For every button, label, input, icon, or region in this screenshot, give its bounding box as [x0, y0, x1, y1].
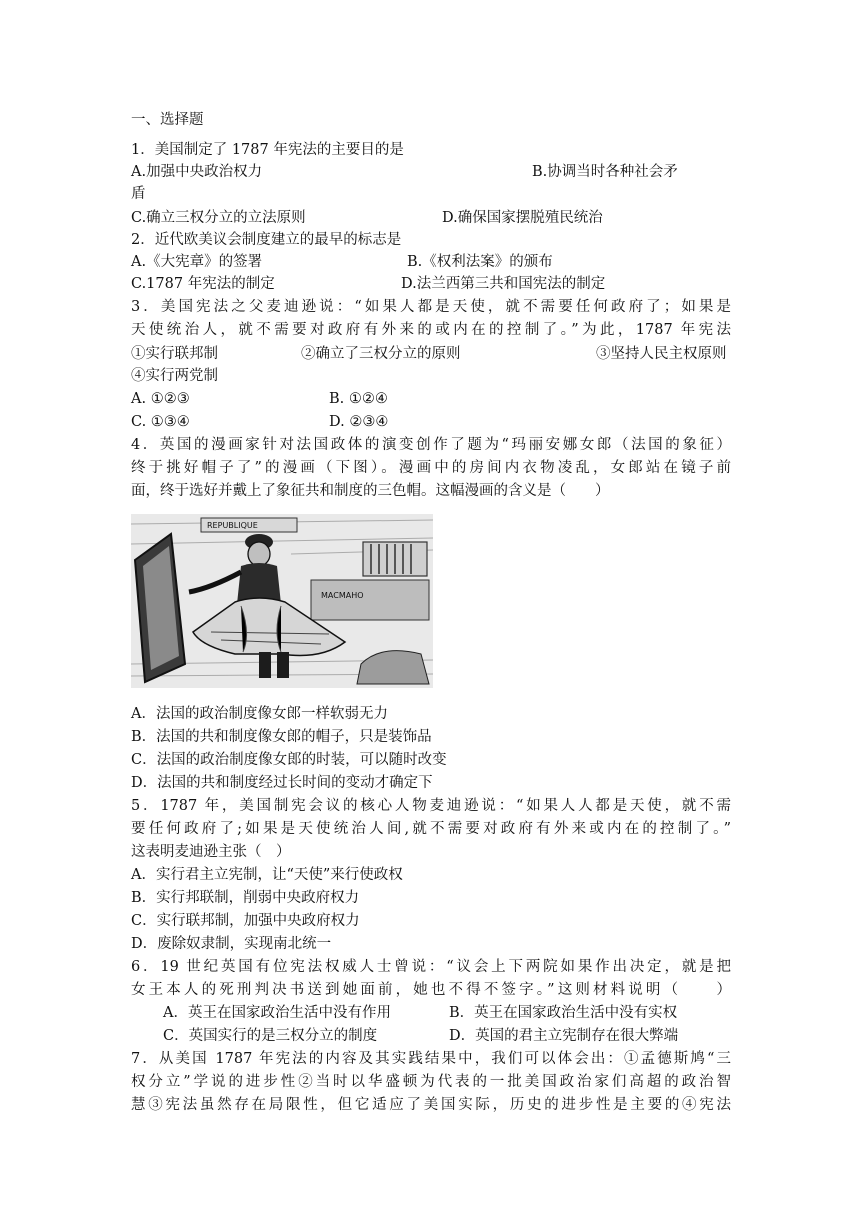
q6-stem-line1: 6．19 世纪英国有位宪法权威人士曾说：“议会上下两院如果作出决定，就是把	[131, 959, 731, 975]
q3-options-cd	[131, 412, 731, 434]
section-title: 一、选择题	[131, 112, 204, 128]
q5-option-c[interactable]: C．实行联邦制，加强中央政府权力	[131, 913, 360, 929]
q2-stem: 2．近代欧美议会制度建立的最早的标志是	[131, 232, 402, 248]
q3-stem-line1: 3．美国宪法之父麦迪逊说：“如果人都是天使，就不需要任何政府了；如果是	[131, 299, 731, 315]
q7-stem-line2: 权分立”学说的进步性②当时以华盛顿为代表的一批美国政治家们高超的政治智	[131, 1074, 731, 1090]
q4-option-d[interactable]: D．法国的共和制度经过长时间的变动才确定下	[131, 775, 433, 791]
q1-option-c[interactable]: C.确立三权分立的立法原则	[131, 210, 306, 226]
q2-option-a[interactable]: A.《大宪章》的签署	[131, 254, 263, 270]
q6-options-cd	[131, 1026, 731, 1048]
cartoon-sign-macmahon: MACMAHO	[321, 591, 364, 600]
q1-option-b-cont: 盾	[131, 186, 146, 202]
q1-option-d[interactable]: D.确保国家摆脱殖民统治	[442, 210, 603, 226]
q5-option-d[interactable]: D．废除奴隶制，实现南北统一	[131, 936, 332, 952]
q4-option-b[interactable]: B．法国的共和制度像女郎的帽子，只是装饰品	[131, 729, 432, 745]
q3-option-c[interactable]: C. ①③④	[131, 414, 190, 430]
q5-option-a[interactable]: A．实行君主立宪制，让“天使”来行使政权	[131, 867, 403, 883]
q2-options-cd	[131, 274, 731, 296]
q3-option-b[interactable]: B. ①②④	[329, 391, 388, 407]
q4-stem-line3: 面，终于选好并戴上了象征共和制度的三色帽。这幅漫画的含义是（ ）	[131, 483, 610, 499]
q3-options-ab	[131, 389, 731, 411]
q1-options-ab	[131, 162, 731, 184]
q5-stem-line2: 要任何政府了;如果是天使统治人间,就不需要对政府有外来或内在的控制了。”	[131, 821, 731, 837]
q3-stem-line2: 天使统治人，就不需要对政府有外来的或内在的控制了。”为此，1787 年宪法	[131, 322, 731, 338]
marianne-cartoon-image	[131, 514, 433, 688]
q3-item-4: ④实行两党制	[131, 368, 218, 384]
q4-stem-line2: 终于挑好帽子了”的漫画（下图）。漫画中的房间内衣物凌乱，女郎站在镜子前	[131, 460, 731, 476]
q4-option-a[interactable]: A．法国的政治制度像女郎一样软弱无力	[131, 706, 388, 722]
q3-option-d[interactable]: D. ②③④	[329, 414, 389, 430]
cartoon-sign-republique: REPUBLIQUE	[207, 521, 258, 530]
q2-option-d[interactable]: D.法兰西第三共和国宪法的制定	[401, 276, 606, 292]
q3-item-2: ②确立了三权分立的原则	[301, 346, 461, 362]
q5-stem-line3: 这表明麦迪逊主张（ ）	[131, 844, 291, 860]
q6-option-d[interactable]: D．英国的君主立宪制存在很大弊端	[449, 1028, 679, 1044]
q2-option-b[interactable]: B.《权利法案》的颁布	[407, 254, 553, 270]
q1-option-b[interactable]: B.协调当时各种社会矛	[532, 164, 678, 180]
q1-option-a[interactable]: A.加强中央政治权力	[131, 164, 263, 180]
q4-option-c[interactable]: C．法国的政治制度像女郎的时装，可以随时改变	[131, 752, 447, 768]
q7-stem-line3: 慧③宪法虽然存在局限性，但它适应了美国实际，历史的进步性是主要的④宪法	[131, 1097, 731, 1113]
q4-stem-line1: 4．英国的漫画家针对法国政体的演变创作了题为“玛丽安娜女郎（法国的象征）	[131, 437, 731, 453]
q2-options-ab	[131, 252, 731, 274]
q3-option-a[interactable]: A. ①②③	[131, 391, 190, 407]
q2-option-c[interactable]: C.1787 年宪法的制定	[131, 276, 275, 292]
q6-option-c[interactable]: C．英国实行的是三权分立的制度	[163, 1028, 378, 1044]
q7-stem-line1: 7．从美国 1787 年宪法的内容及其实践结果中，我们可以体会出：①孟德斯鸠“三	[131, 1051, 731, 1067]
q5-stem-line1: 5．1787 年，美国制宪会议的核心人物麦迪逊说：“如果人人都是天使，就不需	[131, 798, 731, 814]
q3-items-row	[131, 344, 731, 366]
q1-stem: 1．美国制定了 1787 年宪法的主要目的是	[131, 142, 404, 158]
q6-option-a[interactable]: A．英王在国家政治生活中没有作用	[163, 1005, 391, 1021]
q1-options-cd	[131, 208, 731, 230]
q5-option-b[interactable]: B．实行邦联制，削弱中央政府权力	[131, 890, 360, 906]
q6-stem-line2: 女王本人的死刑判决书送到她面前，她也不得不签字。”这则材料说明（ ）	[131, 982, 731, 998]
q3-item-3: ③坚持人民主权原则	[596, 346, 727, 362]
q6-option-b[interactable]: B．英王在国家政治生活中没有实权	[449, 1005, 678, 1021]
q6-options-ab	[131, 1003, 731, 1025]
q3-item-1: ①实行联邦制	[131, 346, 218, 362]
